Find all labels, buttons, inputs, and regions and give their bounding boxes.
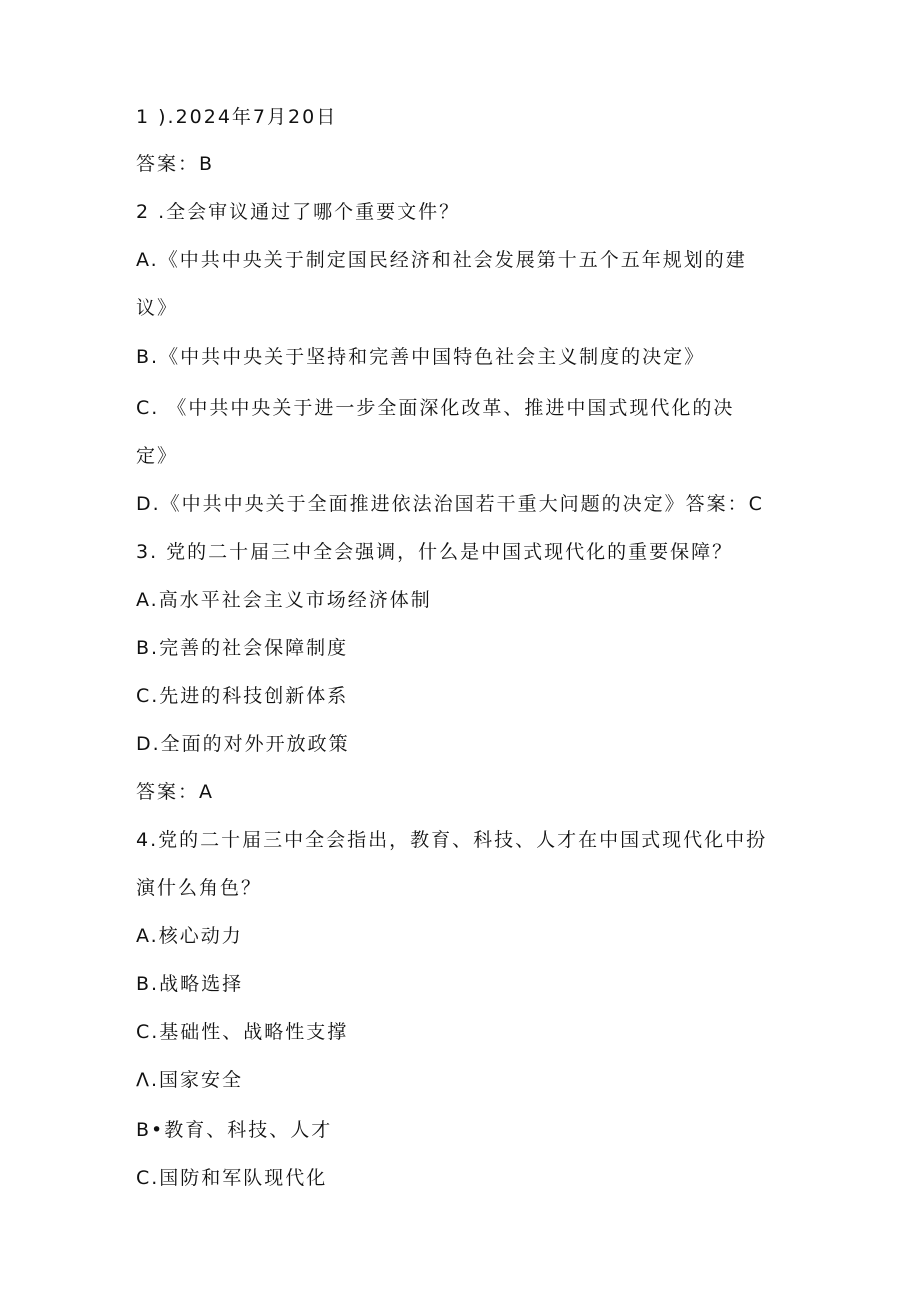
q2-option-a: A.《中共中央关于制定国民经济和社会发展第十五个五年规划的建 bbox=[136, 249, 747, 271]
q2-option-a-cont: 议》 bbox=[136, 297, 179, 319]
q4-question-cont: 演什么角色？ bbox=[136, 877, 263, 899]
q5-option-a: Λ.国家安全 bbox=[136, 1069, 244, 1091]
q1-answer: 答案：B bbox=[136, 153, 215, 175]
q2-option-c-cont: 定》 bbox=[136, 445, 179, 467]
q2-question: 2 .全会审议通过了哪个重要文件？ bbox=[136, 201, 461, 223]
q4-question: 4.党的二十届三中全会指出，教育、科技、人才在中国式现代化中扮 bbox=[136, 829, 768, 851]
q3-question: 3. 党的二十届三中全会强调，什么是中国式现代化的重要保障？ bbox=[136, 541, 734, 563]
q3-option-d: D.全面的对外开放政策 bbox=[136, 733, 350, 755]
q3-option-b: B.完善的社会保障制度 bbox=[136, 637, 349, 659]
q4-option-b: B.战略选择 bbox=[136, 973, 244, 995]
q3-answer: 答案：A bbox=[136, 781, 214, 803]
q4-option-c: C.基础性、战略性支撑 bbox=[136, 1021, 349, 1043]
q2-option-b: B.《中共中央关于坚持和完善中国特色社会主义制度的决定》 bbox=[136, 346, 706, 368]
q3-option-c: C.先进的科技创新体系 bbox=[136, 685, 349, 707]
q5-option-c: C.国防和军队现代化 bbox=[136, 1167, 328, 1189]
q1-date-line: 1 ).2024年7月20日 bbox=[136, 106, 338, 128]
q2-option-d-answer: D.《中共中央关于全面推进依法治国若干重大问题的决定》答案：C bbox=[136, 493, 764, 515]
q5-option-b: B•教育、科技、人才 bbox=[136, 1119, 333, 1141]
q3-option-a: A.高水平社会主义市场经济体制 bbox=[136, 589, 432, 611]
q2-option-c: C. 《中共中央关于进一步全面深化改革、推进中国式现代化的决 bbox=[136, 397, 735, 419]
q4-option-a: A.核心动力 bbox=[136, 925, 243, 947]
